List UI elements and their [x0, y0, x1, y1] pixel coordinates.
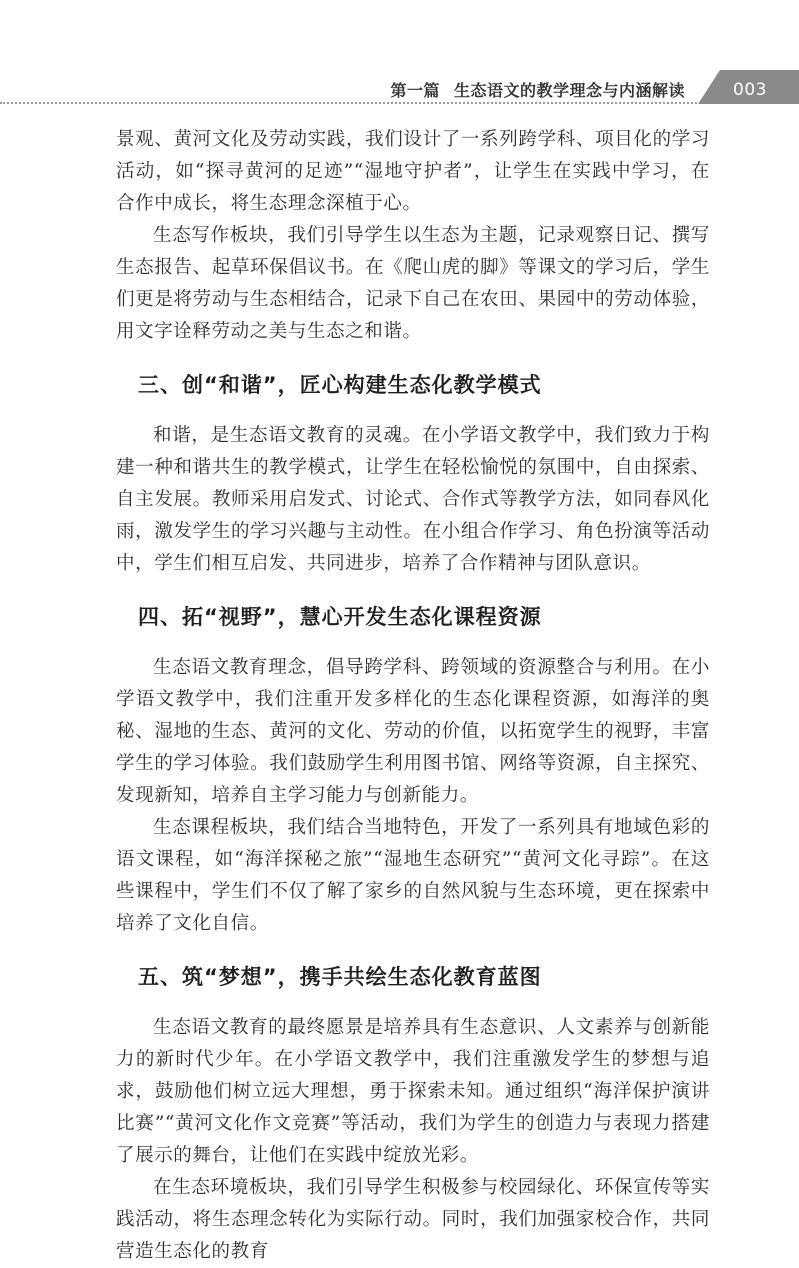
- header-part: 第一篇: [390, 81, 440, 100]
- page-number-tab: [698, 70, 799, 110]
- running-header: [0, 70, 799, 110]
- paragraph: 生态语文教育理念，倡导跨学科、跨领域的资源整合与利用。在小学语文教学中，我们注重开发多样化的生态化课程资源，如海洋的奥秘、湿地的生态、黄河的文化、劳动的价值，以拓宽学生的视野，丰富学生的学习体验。我们鼓励学生利用图书馆、网络等资源，自主探究、发现新知，培养自主学习能力与创新能力。: [116, 657, 710, 806]
- section-heading: 四、拓“视野”，慧心开发生态化课程资源: [138, 605, 542, 629]
- header-title: [390, 78, 685, 101]
- page-body: [116, 124, 710, 1268]
- paragraph: 生态写作板块，我们引导学生以生态为主题，记录观察日记、撰写生态报告、起草环保倡议书。在《爬山虎的脚》等课文的学习后，学生们更是将劳动与生态相结合，记录下自己在农田、果园中的劳动体验，用文字诠释劳动之美与生态之和谐。: [116, 225, 710, 342]
- paragraph: 在生态环境板块，我们引导学生积极参与校园绿化、环保宣传等实践活动，将生态理念转化为实际行动。同时，我们加强家校合作，共同营造生态化的教育: [116, 1177, 710, 1262]
- section-heading: 五、筑“梦想”，携手共绘生态化教育蓝图: [138, 965, 542, 989]
- page-number: 003: [733, 80, 767, 100]
- paragraph: 景观、黄河文化及劳动实践，我们设计了一系列跨学科、项目化的学习活动，如“探寻黄河的足迹”“湿地守护者”，让学生在实践中学习，在合作中成长，将生态理念深植于心。: [116, 129, 710, 214]
- section-heading: 三、创“和谐”，匠心构建生态化教学模式: [138, 373, 542, 397]
- paragraph: 和谐，是生态语文教育的灵魂。在小学语文教学中，我们致力于构建一种和谐共生的教学模式，让学生在轻松愉悦的氛围中，自由探索、自主发展。教师采用启发式、讨论式、合作式等教学方法，如同春风化雨，激发学生的学习兴趣与主动性。在小组合作学习、角色扮演等活动中，学生们相互启发、共同进步，培养了合作精神与团队意识。: [116, 425, 710, 574]
- header-dotted-rule: [0, 102, 701, 104]
- paragraph: 生态语文教育的最终愿景是培养具有生态意识、人文素养与创新能力的新时代少年。在小学语文教学中，我们注重激发学生的梦想与追求，鼓励他们树立远大理想，勇于探索未知。通过组织“海洋保护演讲比赛”“黄河文化作文竞赛”等活动，我们为学生的创造力与表现力搭建了展示的舞台，让他们在实践中绽放光彩。: [116, 1017, 710, 1166]
- paragraph: 生态课程板块，我们结合当地特色，开发了一系列具有地域色彩的语文课程，如“海洋探秘之旅”“湿地生态研究”“黄河文化寻踪”。在这些课程中，学生们不仅了解了家乡的自然风貌与生态环境，更在探索中培养了文化自信。: [116, 817, 710, 934]
- header-chapter-title: 生态语文的教学理念与内涵解读: [453, 81, 685, 100]
